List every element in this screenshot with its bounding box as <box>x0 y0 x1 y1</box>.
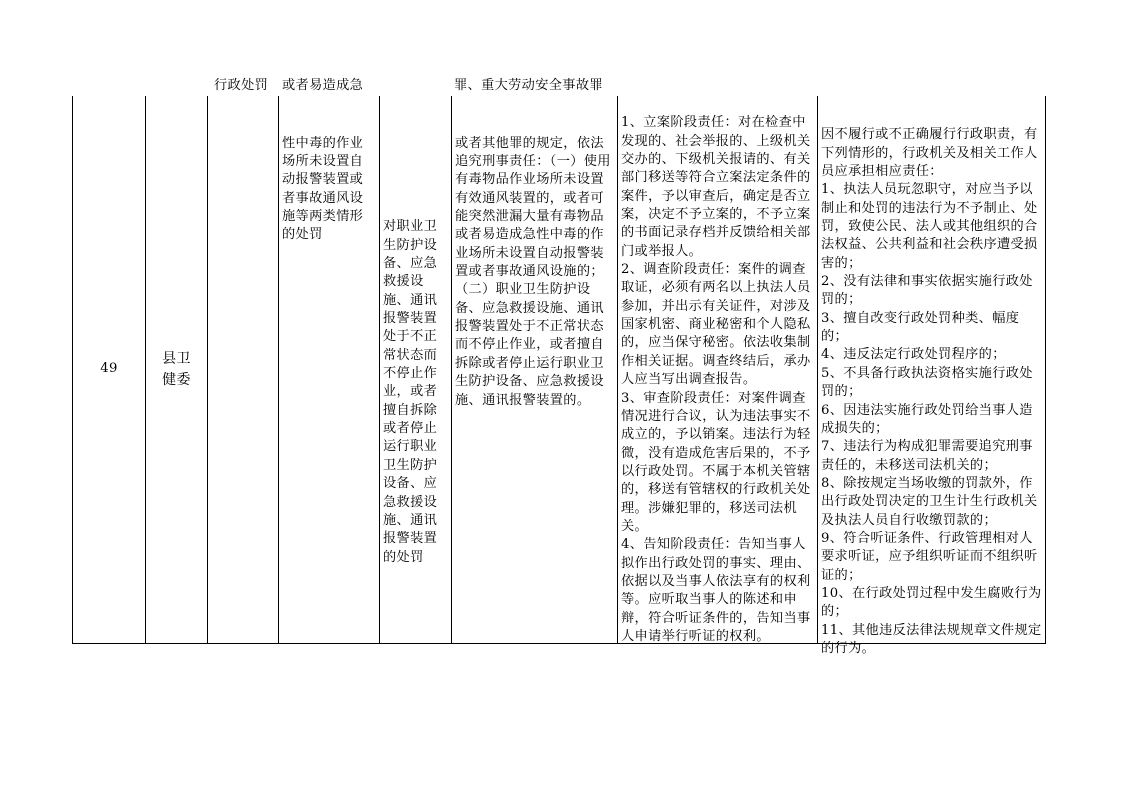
cell-responsibilities <box>617 96 817 643</box>
clipped-item-name-text: 或者易造成急 <box>282 78 364 93</box>
table-row <box>72 78 1046 656</box>
item-name-text: 性中毒的作业场所未设置自动报警装置或者事故通风设施等两类情形的处罚 <box>282 135 364 243</box>
cell-department <box>145 96 207 643</box>
department-name: 县卫健委 <box>162 350 191 388</box>
clipped-category-text: 行政处罚 <box>214 78 269 93</box>
row-number: 49 <box>100 361 118 377</box>
accountability-text: 因不履行或不正确履行行政职责，有下列情形的，行政机关及相关工作人员应承担相应责任： 1、执法人员玩忽职守，对应当予以制止和处罚的违法行为不予制止、处罚，致使公民、法人或其他组织的合法权益、公共利益和社会秩序遭受损害的； 2、没有法律和事实依据实施行政处罚的； 3、擅自改变行政处罚种类、幅度的； 4、违反法定行政处罚程序的； 5、不具备行政执法资格实施行政处罚的； 6、因违法实施行政处罚给当事人造成损失的； 7、违法行为构成犯罪需要追究刑事责任的，未移送司法机关的； 8、除按规定当场收缴的罚款外，作出行政处罚决定的卫生计生行政机关及执法人员自行收缴罚款的； 9、符合听证条件、行政管理相对人要求听证，应予组织听证而不组织听证的； 10、在行政处罚过程中发生腐败行为的； 11、其他违反法律法规规章文件规定的行为。 <box>821 127 1042 656</box>
cell-legal-basis <box>451 78 617 643</box>
sub-item-text: 对职业卫生防护设备、应急救援设施、通讯报警装置处于不正常状态而不停止作业，或者擅自拆除或者停止运行职业卫生防护设备、应急救援设施、通讯报警装置的处罚 <box>383 219 438 565</box>
clipped-legal-basis-text: 罪、重大劳动安全事故罪 <box>454 78 603 93</box>
cell-number <box>73 96 145 643</box>
cell-item-name <box>278 78 379 643</box>
cell-sub-item <box>379 96 451 643</box>
cell-accountability <box>817 96 1045 656</box>
responsibility-stages-text: 1、立案阶段责任：对在检查中发现的、社会举报的、上级机关交办的、下级机关报请的、有关部门移送等符合立案法定条件的案件，予以审查后，确定是否立案，决定不予立案的，不予立案的书面记录存档并反馈给相关部门或举报人。 2、调查阶段责任：案件的调查取证，必须有两名以上执法人员参加，并出示有关证件，对涉及国家机密、商业秘密和个人隐私的，应当保守秘密。依法收集制作相关证据。调查终结后，承办人应当写出调查报告。 3、审查阶段责任：对案件调查情况进行合议，认为违法事实不成立的，予以销案。违法行为轻微，没有造成危害后果的，不予以行政处罚。不属于本机关管辖的，移送有管辖权的行政机关处理。涉嫌犯罪的，移送司法机关。 4、告知阶段责任：告知当事人拟作出行政处罚的事实、理由、依据以及当事人依法享有的权利等。应听取当事人的陈述和申辩，符合听证条件的，告知当事人申请举行听证的权利。 <box>621 115 811 644</box>
cell-category <box>207 78 278 643</box>
legal-basis-text: 或者其他罪的规定，依法追究刑事责任：（一）使用有毒物品作业场所未设置有效通风装置的，或者可能突然泄漏大量有毒物品或者易造成急性中毒的作业场所未设置自动报警装置或者事故通风设施的；（二）职业卫生防护设备、应急救援设施、通讯报警装置处于不正常状态而不停止作业，或者擅自拆除或者停止运行职业卫生防护设备、应急救援设施、通讯报警装置的。 <box>455 135 611 408</box>
